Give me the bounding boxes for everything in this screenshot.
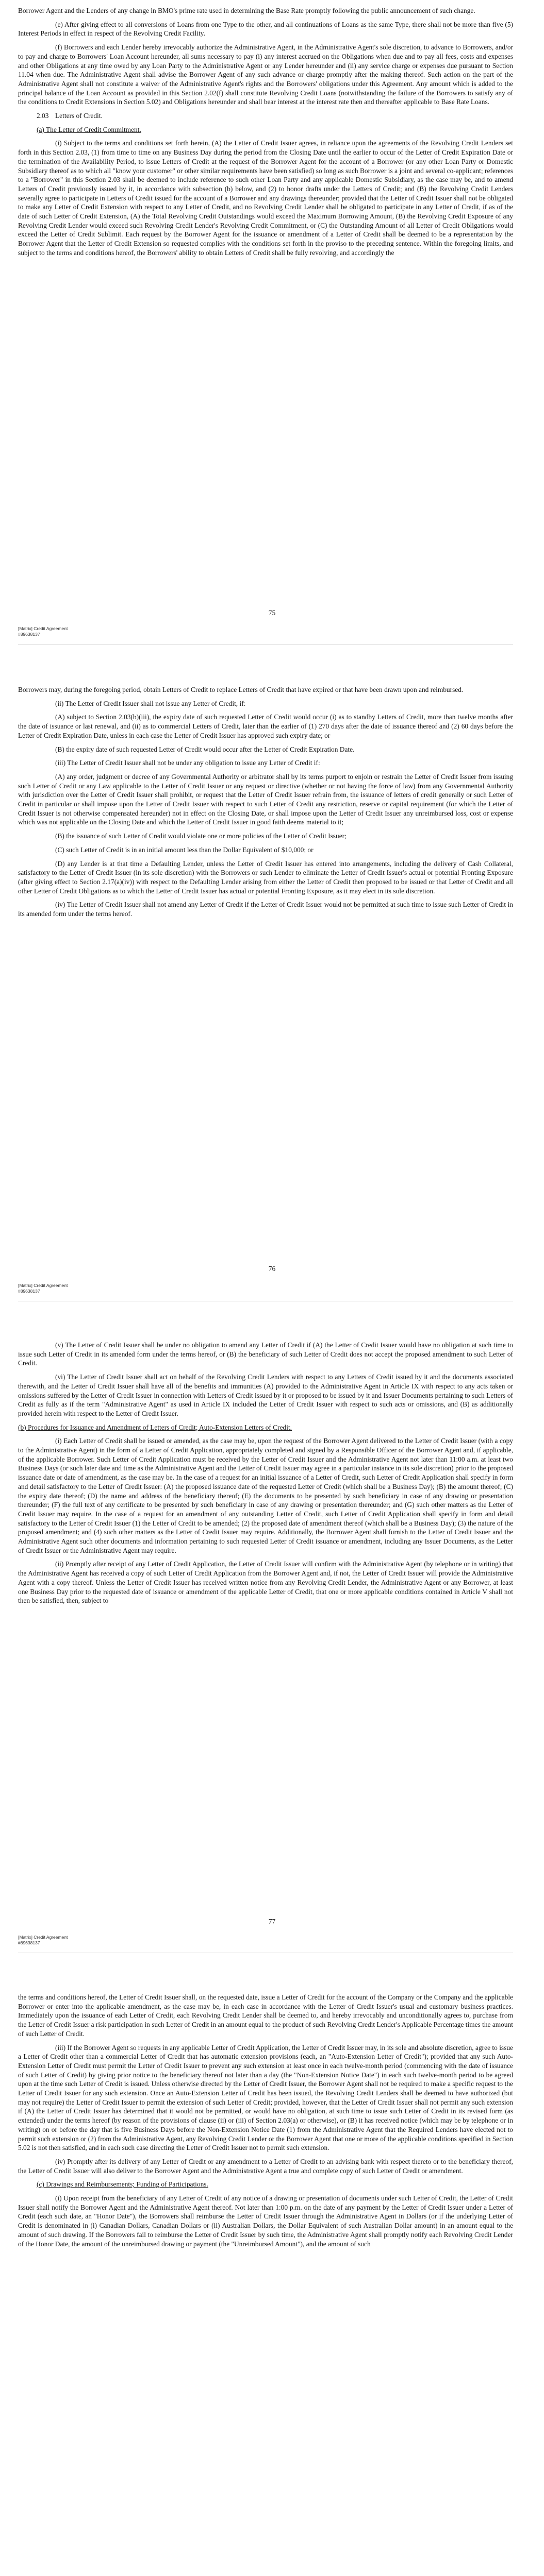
paragraph: (A) subject to Section 2.03(b)(iii), the expiry date of such requested Letter of Credit would occur (i) as to standby Letters of Credit, more than twelve months after the date of issuance or last renewal, and (ii) as to commercial Letters of Credit, later than the earlier of (1) 270 days after the date of issuance thereof and (2) 60 days before the Letter of Credit Expiration Date, unless in each case the Letter of Credit Issuer has approved such expiry date; or [18, 713, 513, 739]
paragraph: (B) the issuance of such Letter of Credit would violate one or more policies of the Letter of Credit Issuer; [55, 832, 347, 840]
section-number: 2.03 [37, 112, 49, 120]
section-title: Letters of Credit. [55, 112, 103, 120]
page-number: 77 [268, 1918, 276, 1925]
footer-title: [Matrix] Credit Agreement [18, 1283, 68, 1288]
paragraph: (v) The Letter of Credit Issuer shall be under no obligation to amend any Letter of Credit if (A) the Letter of Credit Issuer would have no obligation at such time to issue such Letter of Credit in its amended form under the terms hereof, or (B) the beneficiary of such Letter of Credit does not accept the proposed amendment to such Letter of Credit. [18, 1341, 513, 1367]
sub-heading: (c) Drawings and Reimbursements; Funding of Participations. [37, 2180, 208, 2189]
paragraph: Borrowers may, during the foregoing period, obtain Letters of Credit to replace Letters of Credit that have expired or that have been drawn upon and reimbursed. [18, 686, 464, 693]
page-footer [18, 1283, 68, 1294]
paragraph: (ii) The Letter of Credit Issuer shall not issue any Letter of Credit, if: [55, 699, 246, 707]
section-heading [18, 111, 513, 121]
page-76 [0, 685, 544, 1231]
paragraph: (i) Upon receipt from the beneficiary of any Letter of Credit of any notice of a drawing or presentation of documents under such Letter of Credit, the Letter of Credit Issuer shall notify the Borrower Agent and the Administrative Agent thereof. Not later than 1:00 p.m. on the date of any payment by the Letter of Credit Issuer under a Letter of Credit (each such date, an "Honor Date"), the Borrowers shall reimburse the Letter of Credit Issuer through the Administrative Agent in Dollars (or if the underlying Letter of Credit is denominated in (i) Canadian Dollars, Canadian Dollars or (ii) Australian Dollars, the Dollar Equivalent of such Australian Dollar amount) in an amount equal to the amount of such drawing. If the Borrowers fail to reimburse the Letter of Credit Issuer by such time, the Administrative Agent shall promptly notify each Revolving Credit Lender of the Honor Date, the amount of the unreimbursed drawing or payment (the "Unreimbursed Amount"), and the amount of such [18, 2194, 513, 2248]
page-77 [0, 1341, 544, 1912]
paragraph: (f) Borrowers and each Lender hereby irrevocably authorize the Administrative Agent, in the Administrative Agent's sole discretion, to advance to Borrowers, and/or to pay and charge to Borrowers' Loan Account hereunder, all sums necessary to pay (i) any interest accrued on the Obligations when due and to pay all fees, costs and expenses and other Obligations at any time owed by any Loan Party to the Administrative Agent or any Lender hereunder and (ii) any service charge or expenses due pursuant to Section 11.04 when due. The Administrative Agent shall advise the Borrower Agent of any such advance or charge promptly after the making thereof. Such action on the part of the Administrative Agent shall not constitute a waiver of the Administrative Agent's rights and the Borrowers' obligations under this Agreement. Any amount which is added to the principal balance of the Loan Account as provided in this Section 2.02(f) shall constitute Revolving Credit Loans (notwithstanding the failure of the Borrowers to satisfy any of the conditions to Credit Extensions in Section 5.02) and Obligations hereunder and shall bear interest at the interest rate then and thereafter applicable to Base Rate Loans. [18, 43, 513, 106]
paragraph: (A) any order, judgment or decree of any Governmental Authority or arbitrator shall by its terms purport to enjoin or restrain the Letter of Credit Issuer from issuing such Letter of Credit or any Law applicable to the Letter of Credit Issuer or any request or directive (whether or not having the force of law) from any Governmental Authority with jurisdiction over the Letter of Credit Issuer shall prohibit, or request that the Letter of Credit Issuer refrain from, the issuance of letters of credit generally or such Letter of Credit in particular or shall impose upon the Letter of Credit Issuer with respect to such Letter of Credit any restriction, reserve or capital requirement (for which the Letter of Credit Issuer is not otherwise compensated hereunder) not in effect on the Closing Date, or shall impose upon the Letter of Credit Issuer any unreimbursed loss, cost or expense which was not applicable on the Closing Date and which the Letter of Credit Issuer in good faith deems material to it; [18, 772, 513, 826]
paragraph: (e) After giving effect to all conversions of Loans from one Type to the other, and all continuations of Loans as the same Type, there shall not be more than five (5) Interest Periods in effect in respect of the Revolving Credit Facility. [18, 20, 513, 38]
sub-heading: (a) The Letter of Credit Commitment. [37, 125, 141, 133]
paragraph: Borrower Agent and the Lenders of any change in BMO's prime rate used in determining the Base Rate promptly following the public announcement of such change. [18, 7, 475, 14]
sub-heading: (b) Procedures for Issuance and Amendment of Letters of Credit; Auto-Extension Letters of Credit. [18, 1423, 292, 1431]
paragraph: (ii) Promptly after receipt of any Letter of Credit Application, the Letter of Credit Issuer will confirm with the Administrative Agent (by telephone or in writing) that the Administrative Agent has received a copy of such Letter of Credit Application from the Borrower Agent and, if not, the Letter of Credit Issuer will provide the Administrative Agent with a copy thereof. Unless the Letter of Credit Issuer has received written notice from any Revolving Credit Lender, the Administrative Agent or any Borrower, at least one Business Day prior to the requested date of issuance or amendment of the applicable Letter of Credit, that one or more applicable conditions contained in Article V shall not then be satisfied, then, subject to [18, 1560, 513, 1605]
page-number: 76 [268, 1265, 276, 1273]
footer-title: [Matrix] Credit Agreement [18, 626, 68, 631]
paragraph: (D) any Lender is at that time a Defaulting Lender, unless the Letter of Credit Issuer has entered into arrangements, including the delivery of Cash Collateral, satisfactory to the Letter of Credit Issuer (in its sole discretion) with the Borrowers or such Lender to eliminate the Letter of Credit Issuer's actual or potential Fronting Exposure (after giving effect to Section 2.17(a)(iv)) with respect to the Defaulting Lender arising from either the Letter of Credit then proposed to be issued or that Letter of Credit and all other Letter of Credit Obligations as to which the Letter of Credit Issuer has actual or potential Fronting Exposure, as it may elect in its sole discretion. [18, 859, 513, 895]
page-75 [0, 6, 544, 604]
page-number: 75 [268, 609, 276, 617]
paragraph: (C) such Letter of Credit is in an initial amount less than the Dollar Equivalent of $10,000; or [55, 845, 314, 854]
paragraph: (B) the expiry date of such requested Letter of Credit would occur after the Letter of Credit Expiration Date. [55, 745, 355, 753]
paragraph: (iii) If the Borrower Agent so requests in any applicable Letter of Credit Application, the Letter of Credit Issuer may, in its sole and absolute discretion, agree to issue a Letter of Credit other than a commercial Letter of Credit that has automatic extension provisions (each, an "Auto-Extension Letter of Credit"); provided that any such Auto-Extension Letter of Credit must permit the Letter of Credit Issuer to prevent any such extension at least once in each twelve-month period (commencing with the date of issuance of such Letter of Credit) by giving prior notice to the beneficiary thereof not later than a day (the "Non-Extension Notice Date") in each such twelve-month period to be agreed upon at the time such Letter of Credit is issued. Unless otherwise directed by the Letter of Credit Issuer, the Borrower Agent shall not be required to make a specific request to the Letter of Credit Issuer for any such extension. Once an Auto-Extension Letter of Credit has been issued, the Revolving Credit Lenders shall be deemed to have authorized (but may not require) the Letter of Credit Issuer to permit the extension of such Letter of Credit; provided, however, that the Letter of Credit Issuer shall not permit any such extension if (A) the Letter of Credit Issuer has determined that it would not be permitted, or would have no obligation, at such time to issue such Letter of Credit in its revised form (as extended) under the terms hereof (by reason of the provisions of clause (ii) or (iii) of Section 2.03(a) or otherwise), or (B) it has received notice (which may be by telephone or in writing) on or before the day that is five Business Days before the Non-Extension Notice Date (1) from the Administrative Agent that the Required Lenders have elected not to permit such extension or (2) from the Administrative Agent, any Revolving Credit Lender or the Borrower Agent that one or more of the applicable conditions specified in Section 5.02 is not then satisfied, and in each such case directing the Letter of Credit Issuer not to permit such extension. [18, 2043, 513, 2152]
paragraph: (i) Subject to the terms and conditions set forth herein, (A) the Letter of Credit Issuer agrees, in reliance upon the agreements of the Revolving Credit Lenders set forth in this Section 2.03, (1) from time to time on any Business Day during the period from the Closing Date until the earlier to occur of the Letter of Credit Expiration Date or the termination of the Availability Period, to issue Letters of Credit at the request of the Borrower Agent for the account of a Borrower (or any other Loan Party or Domestic Subsidiary thereof as to which all "know your customer" or other similar requirements have been satisfied) so long as such Borrower is a joint and several co-applicant; references to a "Borrower" in this Section 2.03 shall be deemed to include reference to such other Loan Party and any applicable Domestic Subsidiary, as the case may be, and to amend Letters of Credit previously issued by it, in accordance with subsection (b) below, and (2) to honor drafts under the Letters of Credit; and (B) the Revolving Credit Lenders severally agree to participate in Letters of Credit issued for the account of a Borrower and any drawings thereunder; provided that the Letter of Credit Issuer shall not be obligated to make any Letter of Credit Extension with respect to any Letter of Credit, and no Revolving Credit Lender shall be obligated to participate in any Letter of Credit, if as of the date of such Letter of Credit Extension, (A) the Total Revolving Credit Outstandings would exceed the Maximum Borrowing Amount, (B) the Revolving Credit Exposure of any Revolving Credit Lender would exceed such Revolving Credit Lender's Revolving Credit Commitment, or (C) the Outstanding Amount of all Letter of Credit Obligations would exceed the Letter of Credit Sublimit. Each request by the Borrower Agent for the issuance or amendment of a Letter of Credit shall be deemed to be a representation by the Borrower Agent that the Letter of Credit Extension so requested complies with the conditions set forth in the proviso to the preceding sentence. Within the foregoing limits, and subject to the terms and conditions hereof, the Borrowers' ability to obtain Letters of Credit shall be fully revolving, and accordingly the [18, 139, 513, 257]
page-78 [0, 1993, 544, 2576]
paragraph: (iv) Promptly after its delivery of any Letter of Credit or any amendment to a Letter of Credit to an advising bank with respect thereto or to the beneficiary thereof, the Letter of Credit Issuer will also deliver to the Borrower Agent and the Administrative Agent a true and complete copy of such Letter of Credit or amendment. [18, 2157, 513, 2175]
paragraph: (vi) The Letter of Credit Issuer shall act on behalf of the Revolving Credit Lenders with respect to any Letters of Credit issued by it and the documents associated therewith, and the Letter of Credit Issuer shall have all of the benefits and immunities (A) provided to the Administrative Agent in Article IX with respect to any acts taken or omissions suffered by the Letter of Credit Issuer in connection with Letters of Credit issued by it or proposed to be issued by it and Issuer Documents pertaining to such Letters of Credit as fully as if the term "Administrative Agent" as used in Article IX included the Letter of Credit Issuer with respect to such acts or omissions, and (B) as additionally provided herein with respect to the Letter of Credit Issuer. [18, 1373, 513, 1417]
page-divider [18, 644, 513, 645]
page-footer [18, 626, 68, 637]
paragraph: the terms and conditions hereof, the Letter of Credit Issuer shall, on the requested date, issue a Letter of Credit for the account of the Company or the Company and the applicable Borrower or enter into the applicable amendment, as the case may be, in each case in accordance with the Letter of Credit Issuer's usual and customary business practices. Immediately upon the issuance of each Letter of Credit, each Revolving Credit Lender shall be deemed to, and hereby irrevocably and unconditionally agrees to, purchase from the Letter of Credit Issuer a risk participation in such Letter of Credit in an amount equal to the product of such Revolving Credit Lender's Applicable Percentage times the amount of such Letter of Credit. [18, 1993, 513, 2038]
paragraph: (iii) The Letter of Credit Issuer shall not be under any obligation to issue any Letter of Credit if: [55, 759, 320, 767]
footer-title: [Matrix] Credit Agreement [18, 1935, 68, 1940]
paragraph: (i) Each Letter of Credit shall be issued or amended, as the case may be, upon the request of the Borrower Agent delivered to the Letter of Credit Issuer (with a copy to the Administrative Agent) in the form of a Letter of Credit Application, appropriately completed and signed by a Responsible Officer of the Borrower Agent and, if applicable, of the applicable Borrower. Such Letter of Credit Application must be received by the Letter of Credit Issuer and the Administrative Agent not later than 11:00 a.m. at least two Business Days (or such later date and time as the Administrative Agent and the Letter of Credit Issuer may agree in a particular instance in its sole discretion) prior to the proposed issuance date or date of amendment, as the case may be. In the case of a request for an initial issuance of a Letter of Credit, such Letter of Credit Application shall specify in form and detail satisfactory to the Letter of Credit Issuer: (A) the proposed issuance date of the requested Letter of Credit (which shall be a Business Day); (B) the amount thereof; (C) the expiry date thereof; (D) the name and address of the beneficiary thereof; (E) the documents to be presented by such beneficiary in case of any drawing or presentation thereunder; (F) the full text of any certificate to be presented by such beneficiary in case of any drawing or presentation thereunder; and (G) such other matters as the Letter of Credit Issuer may require. In the case of a request for an amendment of any outstanding Letter of Credit, such Letter of Credit Application shall specify in form and detail satisfactory to the Letter of Credit Issuer (1) the Letter of Credit to be amended; (2) the proposed date of amendment thereof (which shall be a Business Day); (3) the nature of the proposed amendment; and (4) such other matters as the Letter of Credit Issuer may require. Additionally, the Borrower Agent shall furnish to the Letter of Credit Issuer and the Administrative Agent such other documents and information pertaining to such requested Letter of Credit issuance or amendment, including any Issuer Documents, as the Letter of Credit Issuer or the Administrative Agent may require. [18, 1437, 513, 1554]
footer-docid: #89638137 [18, 1940, 40, 1945]
paragraph: (iv) The Letter of Credit Issuer shall not amend any Letter of Credit if the Letter of Credit Issuer would not be permitted at such time to issue such Letter of Credit in its amended form under the terms hereof. [18, 901, 513, 918]
page-footer [18, 1935, 68, 1946]
footer-docid: #89638137 [18, 1289, 40, 1294]
footer-docid: #89638137 [18, 632, 40, 637]
